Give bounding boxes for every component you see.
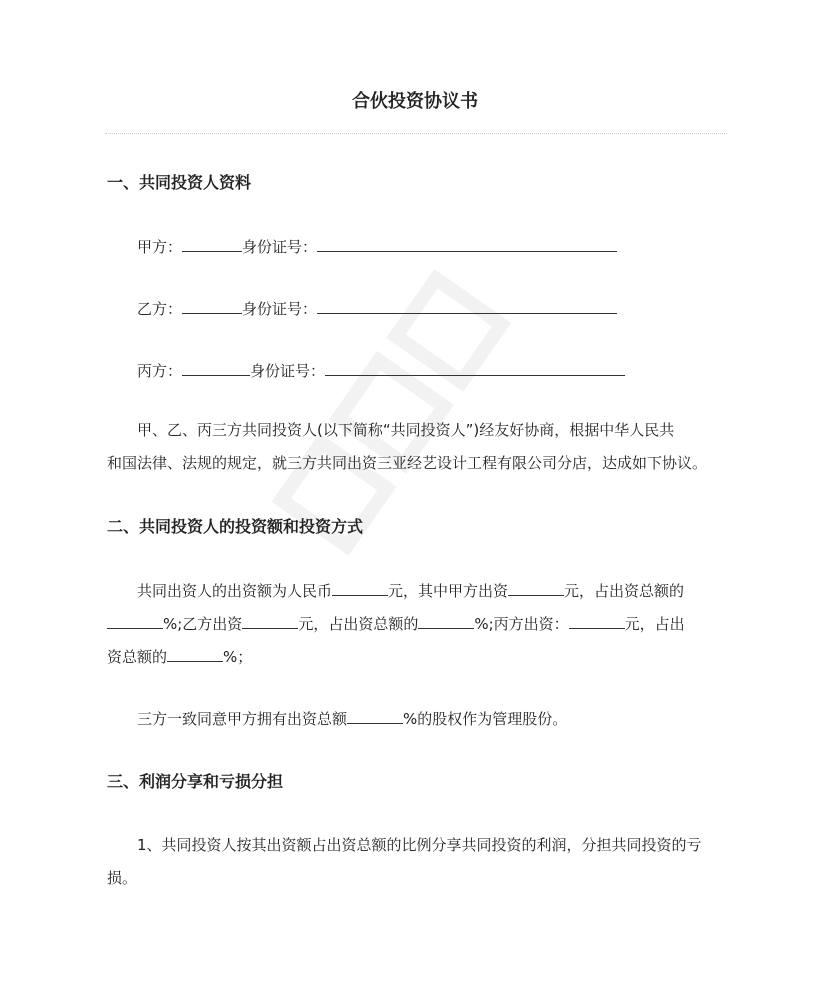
text: 元，占出 [624, 615, 685, 633]
blank[interactable] [332, 580, 388, 596]
blank[interactable] [569, 613, 625, 629]
text: %;乙方出资 [163, 615, 243, 633]
text: 元，其中甲方出资 [388, 582, 509, 600]
paragraph-line [137, 708, 567, 729]
text: %的股权作为管理股份。 [403, 710, 568, 728]
blank[interactable] [418, 613, 474, 629]
blank[interactable] [107, 613, 163, 629]
blank[interactable] [182, 360, 250, 376]
text: 元，占出资总额的 [564, 582, 685, 600]
text: %； [223, 648, 253, 666]
paragraph-line [107, 613, 685, 634]
party-a-line [137, 236, 617, 257]
party-c-line [137, 360, 625, 381]
blank[interactable] [508, 580, 564, 596]
section-3-heading: 三、利润分享和亏损分担 [107, 772, 284, 791]
section-2-heading: 二、共同投资人的投资额和投资方式 [107, 517, 364, 536]
blank[interactable] [317, 236, 617, 252]
label: 乙方： [137, 300, 183, 318]
paragraph-line [137, 580, 684, 601]
blank[interactable] [167, 646, 223, 662]
paragraph-line: 甲、乙、丙三方共同投资人(以下简称“共同投资人”)经友好协商，根据中华人民共 [137, 421, 675, 439]
party-b-line [137, 298, 617, 319]
blank[interactable] [182, 236, 242, 252]
label: 甲方： [137, 238, 183, 256]
paragraph-line [107, 646, 252, 667]
label: 身份证号： [250, 362, 326, 380]
text: 元，占出资总额的 [298, 615, 419, 633]
paragraph-line: 1、共同投资人按其出资额占出资总额的比例分享共同投资的利润，分担共同投资的亏 [137, 836, 702, 854]
document-title: 合伙投资协议书 [352, 91, 478, 112]
blank[interactable] [182, 298, 242, 314]
blank[interactable] [325, 360, 625, 376]
title-divider [105, 133, 727, 134]
paragraph-line: 损。 [107, 869, 138, 887]
blank[interactable] [242, 613, 298, 629]
label: 身份证号： [242, 238, 318, 256]
blank[interactable] [317, 298, 617, 314]
section-1-heading: 一、共同投资人资料 [107, 173, 252, 192]
text: 共同出资人的出资额为人民币 [137, 582, 333, 600]
blank[interactable] [347, 708, 403, 724]
text: 资总额的 [107, 648, 168, 666]
label: 身份证号： [242, 300, 318, 318]
paragraph-line: 和国法律、法规的规定，就三方共同出资三亚经艺设计工程有限公司分店，达成如下协议。 [107, 454, 708, 472]
text: 三方一致同意甲方拥有出资总额 [137, 710, 348, 728]
text: %;丙方出资： [474, 615, 569, 633]
label: 丙方： [137, 362, 183, 380]
